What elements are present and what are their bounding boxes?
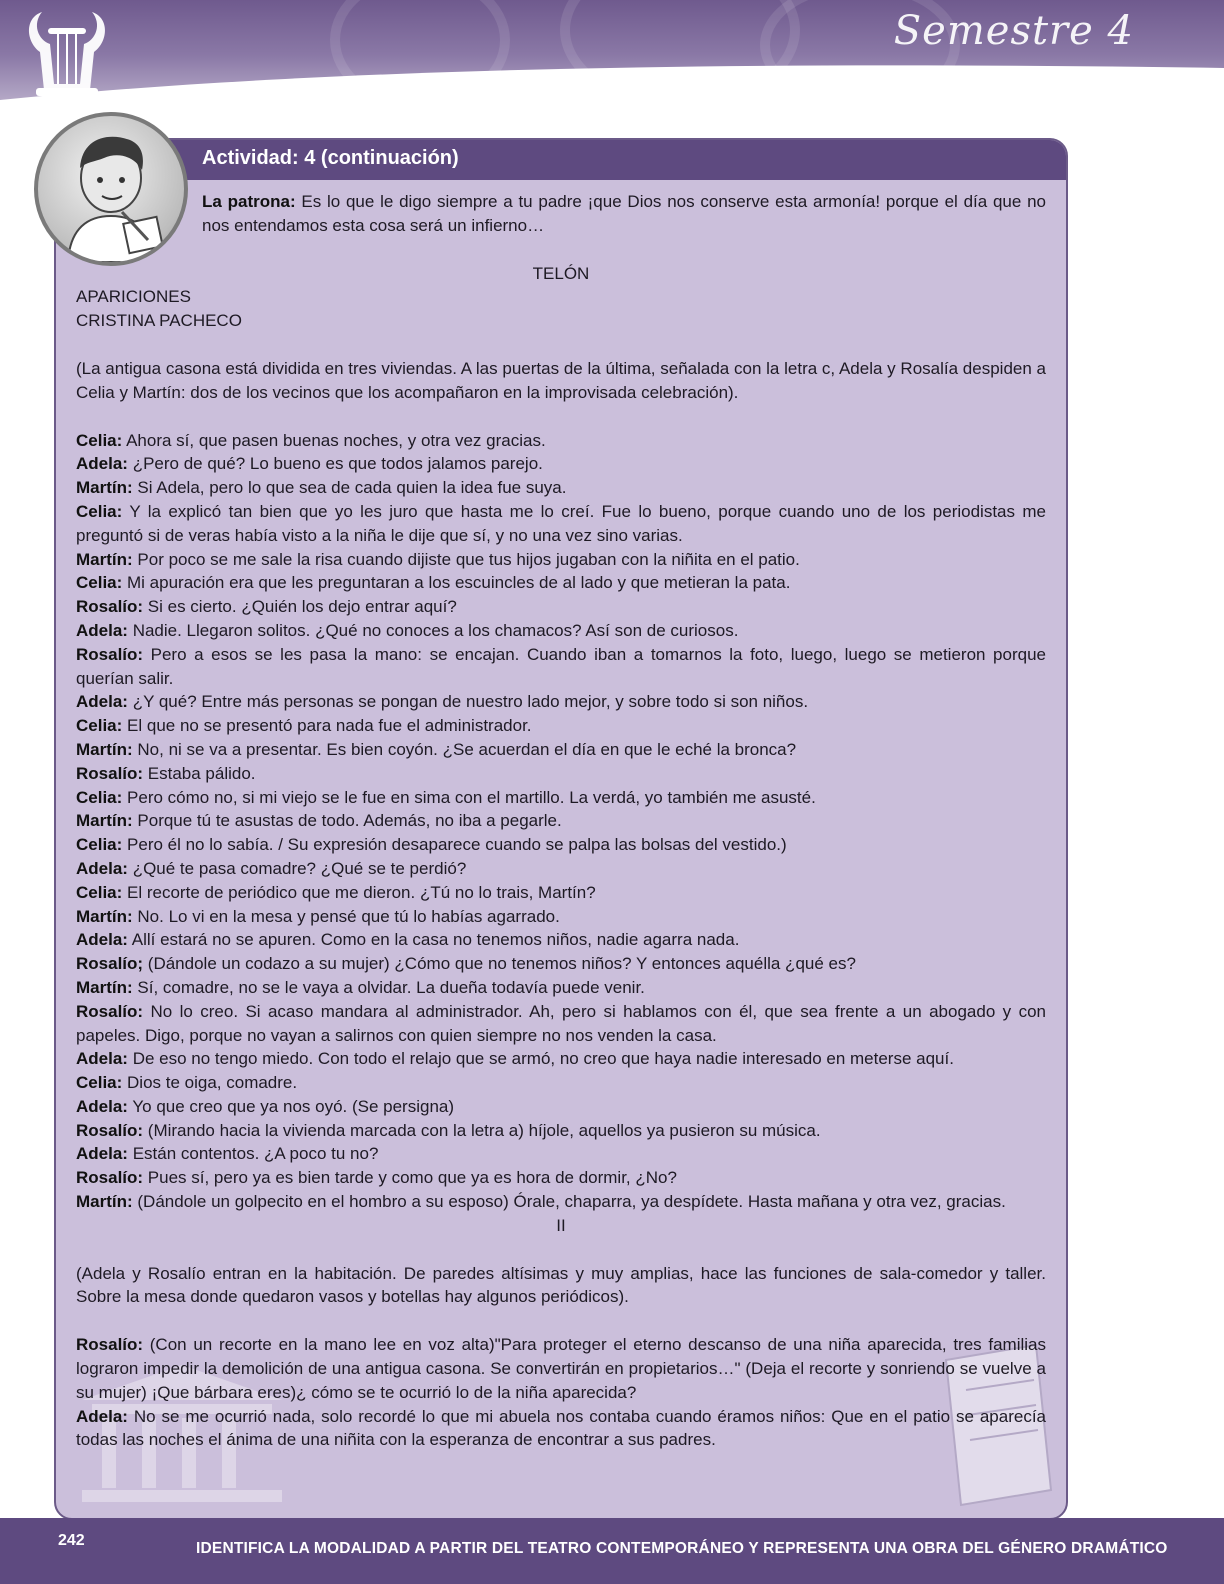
dialogue-line <box>76 809 1046 833</box>
dialogue-line <box>76 714 1046 738</box>
dialogue-text: (Mirando hacia la vivienda marcada con la letra a) híjole, aquellos ya pusieron su música. <box>143 1120 821 1140</box>
dialogue-line <box>76 857 1046 881</box>
activity-header <box>56 140 1066 180</box>
speaker-name: Martín: <box>76 549 133 569</box>
dialogue-line <box>76 643 1046 691</box>
dialogue-text: Pero él no lo sabía. / Su expresión desaparece cuando se palpa las bolsas del vestido.) <box>122 835 787 855</box>
speaker-name: Adela: <box>76 1406 128 1426</box>
dialogue-text: Pero a esos se les pasa la mano: se encajan. Cuando iban a tomarnos la foto, luego, luego se metieron porque querían salir. <box>76 644 1046 688</box>
speaker-name: Celia: <box>76 882 123 902</box>
banner-curve <box>0 60 1224 100</box>
semester-title: Semestre 4 <box>893 8 1134 54</box>
dialogue-line <box>76 1071 1046 1095</box>
dialogue-line <box>76 1119 1046 1143</box>
speaker-name: Martín: <box>76 478 133 498</box>
dialogue-text: Si es cierto. ¿Quién los dejo entrar aquí? <box>143 597 457 617</box>
dialogue-line <box>76 452 1046 476</box>
dialogue-line <box>76 762 1046 786</box>
dialogue-line <box>76 1166 1046 1190</box>
speaker-name: Adela: <box>76 858 128 878</box>
speaker-name: Adela: <box>76 930 128 950</box>
dialogue-text: Porque tú te asustas de todo. Además, no iba a pegarle. <box>132 811 562 831</box>
speaker-name: Rosalío: <box>76 763 144 783</box>
dialogue-text: Dios te oiga, comadre. <box>122 1073 298 1093</box>
speaker-name: Martín: <box>76 1192 133 1212</box>
dialogue-line <box>76 1333 1046 1404</box>
speaker-name: Rosalío: <box>76 644 144 664</box>
spacer <box>76 405 1046 429</box>
speaker-name: Rosalío: <box>76 1168 144 1188</box>
speaker-name: Celia: <box>76 716 123 736</box>
dialogue-line <box>76 952 1046 976</box>
speaker-name: Adela: <box>76 454 128 474</box>
dialogue-line <box>76 476 1046 500</box>
dialogue-line <box>76 1142 1046 1166</box>
footer-title: IDENTIFICA LA MODALIDAD A PARTIR DEL TEATRO CONTEMPORÁNEO Y REPRESENTA UNA OBRA DEL GÉNERO DRAMÁTICO <box>196 1540 1168 1557</box>
dialogue-text: Si Adela, pero lo que sea de cada quien la idea fue suya. <box>132 478 567 498</box>
dialogue-text: Yo que creo que ya nos oyó. (Se persigna) <box>127 1096 455 1116</box>
dialogue-line <box>76 429 1046 453</box>
speaker-name: Adela: <box>76 620 128 640</box>
dialogue-line <box>76 976 1046 1000</box>
speaker-name: Martín: <box>76 977 133 997</box>
speaker-name: Adela: <box>76 1049 128 1069</box>
spacer <box>76 333 1046 357</box>
stage-direction: (Adela y Rosalío entran en la habitación. De paredes altísimas y muy amplias, hace las funciones de sala-comedor y taller. Sobre la mesa donde quedaron vasos y botellas hay algunos periódicos). <box>76 1263 1046 1307</box>
speaker-name: Celia: <box>76 430 123 450</box>
speaker-name: Celia: <box>76 573 123 593</box>
speaker-name: Celia: <box>76 501 123 521</box>
speaker-name: Celia: <box>76 787 123 807</box>
dialogue-text: De eso no tengo miedo. Con todo el relajo que se armó, no creo que haya nadie interesado en meterse aquí. <box>127 1049 954 1069</box>
dialogue-text: Por poco se me sale la risa cuando dijiste que tus hijos jugaban con la niñita en el patio. <box>132 549 800 569</box>
dialogue-text: Ahora sí, que pasen buenas noches, y otra vez gracias. <box>122 430 546 450</box>
dialogue-text: Sí, comadre, no se le vaya a olvidar. La dueña todavía puede venir. <box>132 977 645 997</box>
dialogue-text: ¿Y qué? Entre más personas se pongan de nuestro lado mejor, y sobre todo si son niños. <box>127 692 809 712</box>
dialogue-text: Estaba pálido. <box>143 763 256 783</box>
activity-title: Actividad: 4 (continuación) <box>202 147 459 169</box>
dialogue-line <box>76 548 1046 572</box>
dialogue-line <box>76 571 1046 595</box>
dialogue-line <box>76 1095 1046 1119</box>
speaker-name: Adela: <box>76 692 128 712</box>
dialogue-text: Allí estará no se apuren. Como en la casa no tenemos niños, nadie agarra nada. <box>127 930 740 950</box>
dialogue-block <box>76 429 1046 1214</box>
dialogue-text: ¿Pero de qué? Lo bueno es que todos jalamos parejo. <box>127 454 543 474</box>
dialogue-text: (Dándole un codazo a su mujer) ¿Cómo que no tenemos niños? Y entonces aquélla ¿qué es? <box>143 954 856 974</box>
speaker-name: Rosalío: <box>76 1335 144 1355</box>
work-author: CRISTINA PACHECO <box>76 311 242 331</box>
speaker-name: La patrona: <box>202 192 296 211</box>
speaker-name: Martín: <box>76 739 133 759</box>
dialogue-text: Mi apuración era que les preguntaran a los escuincles de al lado y que metieran la pata. <box>122 573 791 593</box>
dialogue-text: El que no se presentó para nada fue el administrador. <box>122 716 532 736</box>
speaker-name: Rosalío; <box>76 954 144 974</box>
dialogue-text: Están contentos. ¿A poco tu no? <box>127 1144 379 1164</box>
activity-content <box>76 190 1046 1452</box>
dialogue-line <box>76 619 1046 643</box>
dialogue-text: No, ni se va a presentar. Es bien coyón. ¿Se acuerdan el día en que le eché la bronca? <box>132 739 797 759</box>
dialogue-line <box>76 500 1046 548</box>
work-title: APARICIONES <box>76 287 191 307</box>
speaker-name: Adela: <box>76 1144 128 1164</box>
dialogue-line <box>76 1405 1046 1453</box>
dialogue-text: No lo creo. Si acaso mandara al administrador. Ah, pero si hablamos con él, que sea frente a un abogado y con papeles. Digo, porque no vayan a salirnos con quien siempre no nos venden la casa. <box>76 1001 1046 1045</box>
spacer <box>76 238 1046 262</box>
dialogue-line <box>76 905 1046 929</box>
footer-bar <box>0 1518 1224 1584</box>
curtain-heading: TELÓN <box>532 263 590 283</box>
lyre-logo-icon <box>22 4 112 102</box>
speaker-name: Rosalío: <box>76 597 144 617</box>
speaker-name: Celia: <box>76 1073 123 1093</box>
speaker-name: Martín: <box>76 906 133 926</box>
stage-direction: (La antigua casona está dividida en tres viviendas. A las puertas de la última, señalada con la letra c, Adela y Rosalía despiden a Celia y Martín: dos de los vecinos que los acompañaron en la improvisada celebración). <box>76 358 1046 402</box>
intro-line <box>76 190 1046 238</box>
speaker-name: Rosalío: <box>76 1001 144 1021</box>
dialogue-text: (Dándole un golpecito en el hombro a su esposo) Órale, chaparra, ya despídete. Hasta mañana y otra vez, gracias. <box>132 1192 1006 1212</box>
dialogue-line <box>76 881 1046 905</box>
dialogue-text: Pues sí, pero ya es bien tarde y como que ya es hora de dormir, ¿No? <box>143 1168 677 1188</box>
speaker-name: Adela: <box>76 1096 128 1116</box>
dialogue-line <box>76 833 1046 857</box>
scene-number: II <box>556 1215 566 1235</box>
dialogue-text: (Con un recorte en la mano lee en voz alta)"Para proteger el eterno descanso de una niña aparecida, tres familias lograron impedir la demolición de una antigua casona. Se convertirán en propietarios…" (Deja el recorte y sonriendo se vuelve a su mujer) ¡Que bárbara eres)¿ cómo se te ocurrió lo de la niña aparecida? <box>76 1335 1046 1402</box>
dialogue-text: ¿Qué te pasa comadre? ¿Qué se te perdió? <box>127 858 467 878</box>
speaker-name: Martín: <box>76 811 133 831</box>
spacer <box>76 1238 1046 1262</box>
speaker-name: Celia: <box>76 835 123 855</box>
spacer <box>76 1309 1046 1333</box>
dialogue-line <box>76 1000 1046 1048</box>
dialogue-line <box>76 1047 1046 1071</box>
dialogue-text: Nadie. Llegaron solitos. ¿Qué no conoces a los chamacos? Así son de curiosos. <box>127 620 739 640</box>
dialogue-text: Pero cómo no, si mi viejo se le fue en sima con el martillo. La verdá, yo también me asusté. <box>122 787 816 807</box>
dialogue-block <box>76 1333 1046 1452</box>
dialogue-line <box>76 1190 1046 1214</box>
dialogue-line <box>76 738 1046 762</box>
page-number: 242 <box>58 1532 85 1549</box>
dialogue-text: El recorte de periódico que me dieron. ¿Tú no lo trais, Martín? <box>122 882 596 902</box>
dialogue-text: Y la explicó tan bien que yo les juro que hasta me lo creí. Fue lo bueno, porque cuando uno de los periodistas me preguntó si de veras había visto a la niña le dije que sí, y no una vez sino varias. <box>76 501 1046 545</box>
dialogue-line <box>76 786 1046 810</box>
dialogue-text: No. Lo vi en la mesa y pensé que tú lo habías agarrado. <box>132 906 560 926</box>
dialogue-line <box>76 928 1046 952</box>
dialogue-text: Es lo que le digo siempre a tu padre ¡que Dios nos conserve esta armonía! porque el día que no nos entendamos esta cosa será un infierno… <box>202 192 1046 235</box>
dialogue-text: No se me ocurrió nada, solo recordé lo que mi abuela nos contaba cuando éramos niños: Que en el patio se aparecía todas las noches el ánima de una niñita con la esperanza de encontrar a sus padres. <box>76 1406 1046 1450</box>
dialogue-line <box>76 690 1046 714</box>
speaker-name: Rosalío: <box>76 1120 144 1140</box>
dialogue-line <box>76 595 1046 619</box>
